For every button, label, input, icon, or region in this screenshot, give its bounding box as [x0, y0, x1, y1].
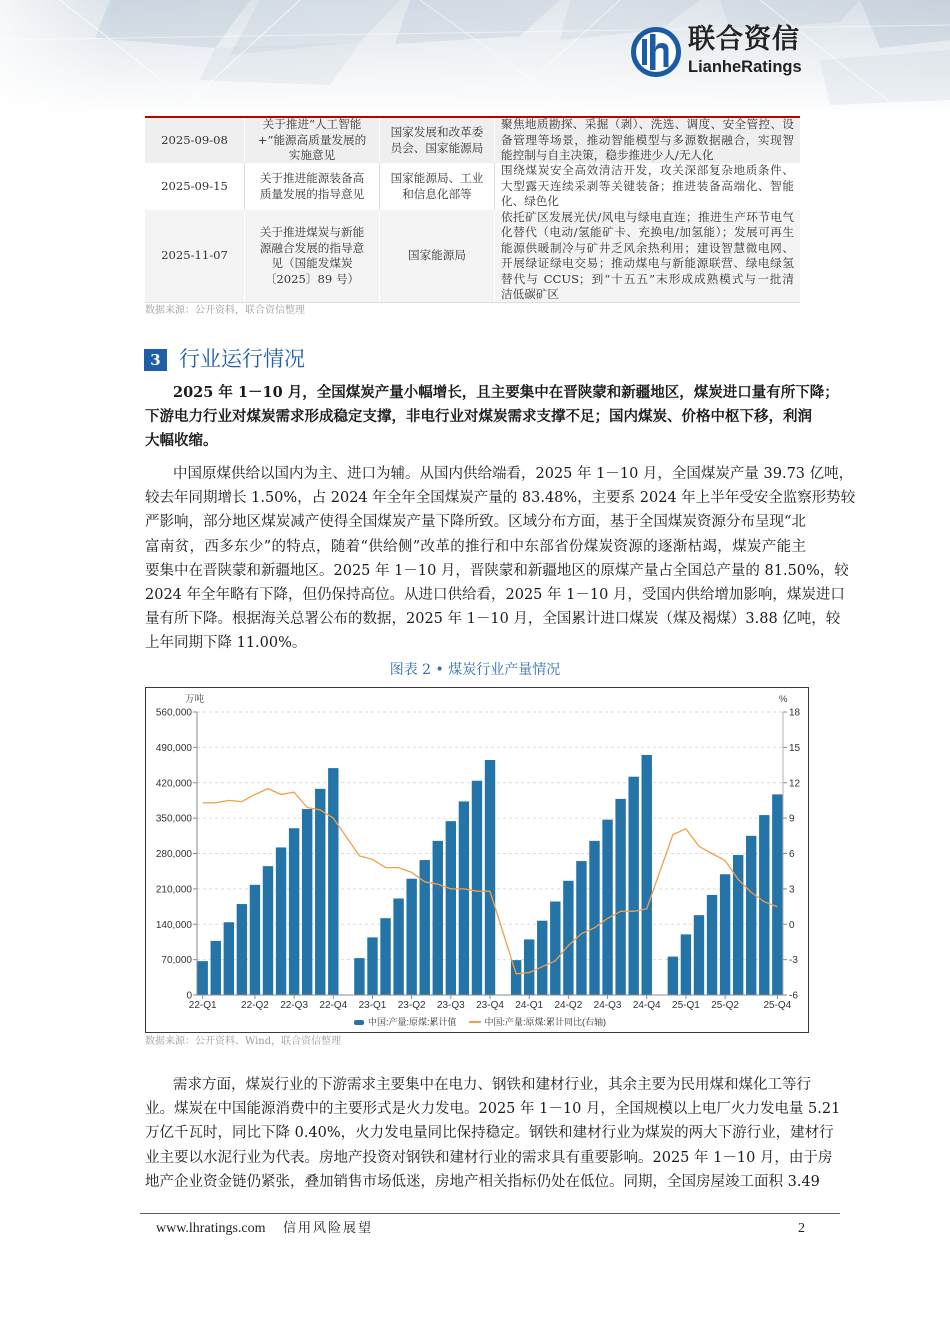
- dept-line: 和信息化部等: [402, 186, 472, 201]
- production-bar: [406, 879, 416, 995]
- x-tick-label: 23-Q4: [476, 1000, 504, 1011]
- cell-date: [145, 210, 245, 302]
- table-row: [145, 118, 800, 163]
- production-bar: [446, 821, 456, 995]
- y-right-tick-label: -6: [789, 990, 798, 1002]
- legend-line-swatch-icon: [469, 1021, 481, 1023]
- title-line: +”能源高质量发展的: [257, 132, 367, 147]
- production-bar: [237, 904, 247, 995]
- footer-divider: [140, 1213, 840, 1214]
- paragraph-line: 富南贫，西多东少”的特点，随着“供给侧”改革的推行和中东部省份煤炭资源的逐渐枯竭，煤炭产能主: [145, 538, 806, 555]
- paragraph-line: 大幅收缩。: [145, 432, 218, 450]
- content-line: 开展绿证绿电交易；推动煤电与新能源联营、绿电绿氢: [501, 256, 794, 270]
- y-right-tick-label: 0: [789, 919, 795, 931]
- chart-legend: [354, 1016, 606, 1028]
- y-left-tick-label: 350,000: [155, 813, 192, 825]
- production-bar: [759, 815, 769, 995]
- paragraph-line: 2025 年 1－10 月，全国煤炭产量小幅增长，且主要集中在晋陕蒙和新疆地区，煤炭进口量有所下降；: [173, 384, 839, 401]
- y-left-tick-label: 280,000: [155, 849, 192, 860]
- right-axis-unit: %: [779, 694, 788, 705]
- title-line: 关于推进能源装备高: [259, 171, 365, 185]
- production-bar: [746, 836, 756, 995]
- title-line: 源融合发展的指导意: [259, 240, 365, 255]
- production-bar: [563, 881, 573, 995]
- legend-bar-label: 中国:产量:原煤:累计值: [368, 1017, 457, 1027]
- x-tick-label: 24-Q2: [554, 1000, 583, 1011]
- paragraph-line: 业。煤炭在中国能源消费中的主要形式是火力发电。2025 年 1－10 月，全国规模以上电厂火力发电量 5.21: [145, 1101, 841, 1118]
- content-line: 聚焦地质勘探、采掘（剥）、洗选、调度、安全管控、设: [501, 117, 794, 132]
- content-line: 备管理等场景，推动智能模型与多源数据融合，实现智: [501, 132, 794, 147]
- date-text: 2025-11-07: [161, 248, 228, 263]
- y-left-tick-label: 70,000: [161, 955, 192, 967]
- cell-department: [380, 163, 495, 210]
- production-bar: [263, 866, 273, 995]
- title-line: 〔2025〕89 号）: [264, 271, 360, 286]
- paragraph-line: 较去年同期增长 1.50%，占 2024 年全年全国煤炭产量的 83.48%，主要系 2024 年上半年受安全监察形势较: [145, 490, 856, 507]
- cell-content: [495, 163, 800, 210]
- production-bar: [289, 828, 299, 995]
- production-bar: [668, 957, 678, 995]
- production-bar: [198, 961, 208, 995]
- cell-date: [145, 163, 245, 210]
- y-right-tick-label: 15: [789, 742, 801, 754]
- y-left-tick-label: 140,000: [155, 919, 192, 931]
- paragraph-line: 严影响，部分地区煤炭减产使得全国煤炭产量下降所致。区域分布方面，基于全国煤炭资源分布呈现“北: [145, 514, 806, 531]
- production-bar: [459, 801, 469, 995]
- cell-date: [145, 118, 245, 163]
- production-bar: [681, 934, 691, 995]
- table-row: [145, 210, 800, 303]
- section-number-badge: 3: [144, 349, 167, 371]
- y-right-tick-label: -3: [789, 955, 798, 967]
- production-bar: [537, 921, 547, 995]
- production-bar: [642, 755, 652, 995]
- paragraph-line: 需求方面，煤炭行业的下游需求主要集中在电力、钢铁和建材行业，其余主要为民用煤和煤化工等行: [173, 1077, 811, 1093]
- production-bar: [511, 960, 521, 995]
- content-line: 能源供暖制冷与矿井乏风余热利用；建设智慧微电网、: [501, 240, 794, 255]
- production-bar: [420, 860, 430, 995]
- x-tick-label: 23-Q3: [436, 1000, 465, 1011]
- x-tick-label: 25-Q4: [763, 1000, 792, 1011]
- x-tick-label: 24-Q3: [593, 1000, 622, 1011]
- production-bar: [211, 941, 221, 995]
- cell-policy-title: [245, 163, 380, 210]
- production-bar: [550, 902, 560, 995]
- content-line: 洁低碳矿区: [501, 287, 559, 301]
- production-bar: [224, 922, 234, 995]
- production-bar: [250, 885, 260, 995]
- production-bar: [694, 915, 704, 995]
- left-axis-unit: 万吨: [185, 694, 205, 705]
- dept-line: 员会、国家能源局: [390, 140, 484, 155]
- legend-bar-swatch-icon: [354, 1020, 364, 1025]
- title-line: 见（国能发煤炭: [271, 256, 353, 270]
- production-bar: [485, 760, 495, 995]
- y-right-tick-label: 9: [789, 813, 795, 825]
- x-tick-label: 25-Q1: [672, 1000, 700, 1011]
- dept-line: 国家能源局: [408, 248, 466, 263]
- demand-paragraph: [145, 1073, 841, 1194]
- production-bar: [733, 855, 743, 995]
- cell-department: [380, 118, 495, 163]
- dept-line: 国家能源局、工业: [390, 171, 484, 185]
- y-left-tick-label: 420,000: [155, 778, 192, 790]
- production-bar: [524, 939, 534, 995]
- figure-source-note: 数据来源：公开资料、Wind，联合资信整理: [145, 1036, 342, 1047]
- cell-policy-title: [245, 210, 380, 302]
- logo-english-name: LianheRatings: [688, 58, 802, 76]
- paragraph-line: 2024 年全年略有下降，但仍保持高位。从进口供给看，2025 年 1－10 月，受国内供给增加影响，煤炭进口: [145, 586, 845, 603]
- paragraph-line: 地产企业资金链仍紧张，叠加销售市场低迷，房地产相关指标仍处在低位。同期，全国房屋竣工面积 3.49: [145, 1173, 820, 1190]
- y-right-tick-label: 3: [789, 884, 795, 896]
- production-bar: [707, 895, 717, 995]
- content-line: 替代与 CCUS；到“十五五”末形成成熟模式与一批清: [501, 271, 794, 286]
- paragraph-line: 中国原煤供给以国内为主、进口为辅。从国内供给端看，2025 年 1－10 月，全国煤炭产量 39.73 亿吨，: [173, 466, 854, 482]
- paragraph-line: 要集中在晋陕蒙和新疆地区。2025 年 1－10 月，晋陕蒙和新疆地区的原煤产量占全国总产量的 81.50%，较: [145, 562, 849, 579]
- cell-content: [495, 118, 800, 163]
- policy-table: [145, 116, 800, 303]
- production-bar: [302, 809, 312, 995]
- logo-chinese-name: 联合资信: [688, 24, 800, 55]
- dept-line: 国家发展和改革委: [390, 125, 484, 139]
- figure-caption: 图表 2 • 煤炭行业产量情况: [389, 662, 561, 678]
- title-line: 关于推进“人工智能: [262, 117, 362, 132]
- title-line: 实施意见: [288, 148, 336, 163]
- production-bar: [354, 958, 364, 995]
- production-bar: [276, 847, 286, 995]
- x-tick-label: 25-Q2: [711, 1000, 739, 1011]
- cell-policy-title: [245, 118, 380, 163]
- content-line: 大型露天连续采剥等关键装备；推进装备高端化、智能: [501, 178, 794, 193]
- paragraph-line: 量有所下降。根据海关总署公布的数据，2025 年 1－10 月，全国累计进口煤炭（煤及褐煤）3.88 亿吨，较: [145, 611, 841, 628]
- cell-content: [495, 210, 800, 302]
- table-row: [145, 163, 800, 210]
- title-line: 关于推进煤炭与新能: [259, 225, 365, 239]
- x-tick-label: 23-Q1: [358, 1000, 387, 1011]
- cell-department: [380, 210, 495, 302]
- y-left-tick-label: 210,000: [155, 884, 192, 896]
- footer-website: www.lhratings.com: [156, 1221, 266, 1236]
- x-tick-label: 22-Q2: [241, 1000, 269, 1011]
- title-line: 质量发展的指导意见: [259, 186, 365, 201]
- page-number: 2: [798, 1221, 805, 1236]
- content-line: 围绕煤炭安全高效清洁开发，攻关深部复杂地质条件、: [501, 163, 794, 178]
- production-bar: [472, 781, 482, 995]
- x-tick-label: 24-Q1: [515, 1000, 544, 1011]
- production-bar: [628, 777, 638, 995]
- legend-line-label: 中国:产量:原煤:累计同比(右轴): [484, 1017, 607, 1027]
- production-bar: [380, 918, 390, 995]
- coal-production-chart: [145, 687, 809, 1033]
- x-tick-label: 23-Q2: [397, 1000, 426, 1011]
- paragraph-line: 万亿千瓦时，同比下降 0.40%，火力发电量同比保持稳定。钢铁和建材行业为煤炭的两大下游行业，建材行: [145, 1125, 834, 1142]
- x-tick-label: 22-Q3: [280, 1000, 309, 1011]
- chart-plot: [145, 687, 809, 1033]
- production-bar: [328, 768, 338, 995]
- footer-publication-name: 信用风险展望: [283, 1221, 374, 1236]
- section-title: 行业运行情况: [179, 347, 305, 371]
- production-bar: [589, 841, 599, 995]
- supply-paragraph: [145, 462, 856, 656]
- paragraph-line: 下游电力行业对煤炭需求形成稳定支撑，非电行业对煤炭需求支撑不足；国内煤炭、价格中枢下移，利润: [145, 408, 812, 426]
- date-text: 2025-09-08: [161, 132, 228, 147]
- content-line: 化、绿色化: [501, 194, 559, 209]
- table-source-note: 数据来源：公开资料，联合资信整理: [145, 305, 305, 316]
- production-bar: [615, 799, 625, 995]
- paragraph-line: 业主要以水泥行业为代表。房地产投资对钢铁和建材行业的需求具有重要影响。2025 年 1－10 月，由于房: [145, 1149, 833, 1166]
- summary-paragraph: [145, 381, 839, 454]
- date-text: 2025-09-15: [161, 178, 228, 193]
- paragraph-line: 上年同期下降 11.00%。: [145, 635, 307, 652]
- production-bar: [393, 898, 403, 995]
- content-line: 化替代（电动/氢能矿卡、充换电/加氢能）；发展可再生: [501, 225, 794, 239]
- y-left-tick-label: 560,000: [155, 707, 192, 719]
- y-right-tick-label: 6: [789, 849, 795, 860]
- production-bar: [576, 861, 586, 995]
- x-tick-label: 22-Q4: [319, 1000, 348, 1011]
- production-bar: [367, 937, 377, 995]
- y-right-tick-label: 12: [789, 778, 801, 790]
- content-line: 依托矿区发展光伏/风电与绿电直连；推进生产环节电气: [501, 209, 794, 224]
- company-logo: [628, 24, 818, 82]
- content-line: 能控制与自主决策，稳步推进少人/无人化: [501, 148, 714, 163]
- x-tick-label: 22-Q1: [188, 1000, 217, 1011]
- production-bar: [720, 874, 730, 995]
- y-right-tick-label: 18: [789, 707, 801, 719]
- y-left-tick-label: 0: [186, 990, 192, 1002]
- x-tick-label: 24-Q4: [632, 1000, 661, 1011]
- production-bar: [602, 820, 612, 995]
- production-bar: [772, 794, 782, 995]
- y-left-tick-label: 490,000: [155, 742, 192, 754]
- production-bar: [433, 841, 443, 995]
- production-bar: [315, 789, 325, 995]
- lianhe-logo-icon: [630, 26, 682, 78]
